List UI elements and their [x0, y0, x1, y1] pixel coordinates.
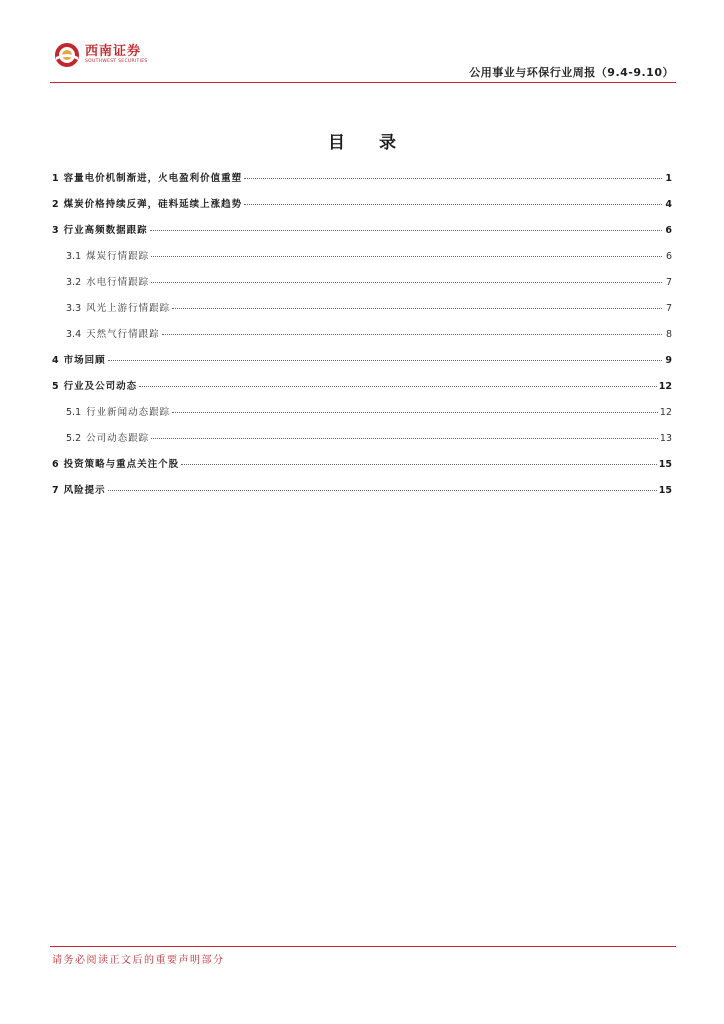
header-divider	[50, 82, 676, 83]
dot-leader	[151, 438, 658, 439]
toc-entry-number: 6	[52, 459, 59, 470]
toc-entry-label: 风光上游行情跟踪	[86, 303, 171, 314]
toc-entry-number: 4	[52, 355, 59, 366]
logo-english-text: SOUTHWEST SECURITIES	[85, 59, 148, 64]
toc-entry-label: 行业新闻动态跟踪	[86, 407, 171, 418]
toc-entry-page: 12	[659, 407, 672, 418]
toc-entry[interactable]	[52, 196, 672, 222]
toc-entry-label: 容量电价机制渐进，火电盈利价值重塑	[63, 173, 243, 184]
toc-entry-page: 1	[665, 173, 672, 184]
toc-subentry[interactable]	[52, 404, 672, 430]
toc-entry-page: 7	[665, 277, 672, 288]
toc-entry-number: 3.3	[66, 303, 82, 314]
toc-entry[interactable]	[52, 222, 672, 248]
toc-entry[interactable]	[52, 378, 672, 404]
dot-leader	[244, 178, 662, 179]
toc-entry-number: 5	[52, 381, 59, 392]
toc-entry-number: 3.4	[66, 329, 82, 340]
dot-leader	[172, 412, 658, 413]
toc-entry-label: 公司动态跟踪	[86, 433, 150, 444]
toc-entry-label: 煤炭行情跟踪	[86, 251, 150, 262]
toc-entry-page: 7	[665, 303, 672, 314]
toc-entry-label: 煤炭价格持续反弹，硅料延续上涨趋势	[63, 199, 243, 210]
dot-leader	[181, 464, 657, 465]
toc-entry-label: 行业及公司动态	[63, 381, 138, 392]
page-header	[50, 38, 676, 84]
toc-entry-number: 1	[52, 173, 59, 184]
toc-entry-page: 6	[665, 251, 672, 262]
toc-entry-number: 5.2	[66, 433, 82, 444]
toc-entry-page: 15	[658, 459, 672, 470]
dot-leader	[139, 386, 657, 387]
toc-entry-number: 3	[52, 225, 59, 236]
toc-entry-page: 15	[658, 485, 672, 496]
toc-entry-label: 水电行情跟踪	[86, 277, 150, 288]
toc-subentry[interactable]	[52, 430, 672, 456]
toc-entry-page: 8	[665, 329, 672, 340]
toc-entry-label: 投资策略与重点关注个股	[63, 459, 180, 470]
dot-leader	[108, 490, 657, 491]
dot-leader	[151, 256, 662, 257]
toc-entry-page: 9	[665, 355, 672, 366]
footer-disclaimer: 请务必阅读正文后的重要声明部分	[52, 955, 225, 966]
toc-subentry[interactable]	[52, 248, 672, 274]
toc-entry-page: 12	[658, 381, 672, 392]
toc-entry-page: 6	[665, 225, 672, 236]
toc-entry-number: 3.1	[66, 251, 82, 262]
toc-heading: 目 录	[328, 133, 410, 153]
report-title: 公用事业与环保行业周报（9.4-9.10）	[469, 66, 674, 79]
dot-leader	[172, 308, 662, 309]
dot-leader	[244, 204, 662, 205]
dot-leader	[151, 282, 662, 283]
table-of-contents	[52, 170, 672, 508]
toc-entry[interactable]	[52, 170, 672, 196]
toc-entry-number: 7	[52, 485, 59, 496]
toc-entry-number: 5.1	[66, 407, 82, 418]
toc-entry-number: 3.2	[66, 277, 82, 288]
logo-chinese-text: 西南证券	[85, 44, 142, 59]
toc-subentry[interactable]	[52, 300, 672, 326]
footer-divider	[50, 946, 676, 947]
dot-leader	[108, 360, 662, 361]
company-logo	[54, 42, 148, 68]
toc-subentry[interactable]	[52, 274, 672, 300]
dot-leader	[162, 334, 662, 335]
toc-entry-page: 4	[665, 199, 672, 210]
toc-entry-label: 风险提示	[63, 485, 106, 496]
toc-entry-label: 行业高频数据跟踪	[63, 225, 148, 236]
logo-icon	[54, 42, 80, 68]
toc-entry-number: 2	[52, 199, 59, 210]
toc-entry-page: 13	[659, 433, 672, 444]
toc-entry-label: 市场回顾	[63, 355, 106, 366]
toc-entry[interactable]	[52, 456, 672, 482]
dot-leader	[150, 230, 662, 231]
toc-entry-label: 天然气行情跟踪	[86, 329, 160, 340]
toc-entry[interactable]	[52, 352, 672, 378]
toc-subentry[interactable]	[52, 326, 672, 352]
toc-entry[interactable]	[52, 482, 672, 508]
